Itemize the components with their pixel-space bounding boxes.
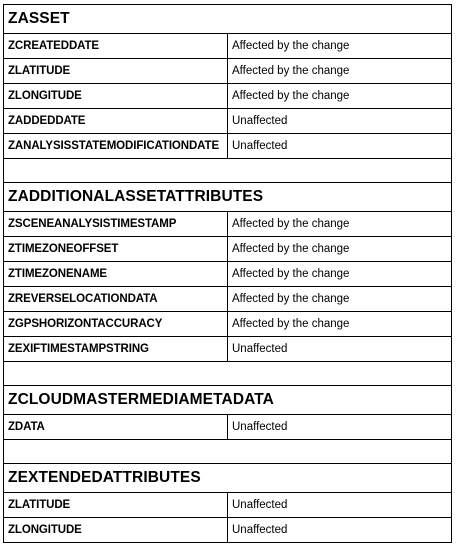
- table-row: [4, 59, 452, 84]
- attributes-table-container: [3, 4, 452, 543]
- impact-status-cell: Affected by the change: [228, 262, 452, 287]
- impact-status-cell: Unaffected: [228, 337, 452, 362]
- section-title: ZCLOUDMASTERMEDIAMETADATA: [4, 386, 452, 415]
- impact-status-cell: Affected by the change: [228, 34, 452, 59]
- attribute-name-cell: ZADDEDDATE: [4, 109, 228, 134]
- table-row: [4, 237, 452, 262]
- spacer-cell: [4, 362, 452, 386]
- impact-status-cell: Affected by the change: [228, 237, 452, 262]
- attribute-name-cell: ZANALYSISSTATEMODIFICATIONDATE: [4, 134, 228, 159]
- attribute-name-cell: ZREVERSELOCATIONDATA: [4, 287, 228, 312]
- table-row: [4, 262, 452, 287]
- spacer-cell: [4, 440, 452, 464]
- impact-status-cell: Affected by the change: [228, 59, 452, 84]
- table-row: [4, 312, 452, 337]
- impact-status-cell: Unaffected: [228, 109, 452, 134]
- attribute-name-cell: ZDATA: [4, 415, 228, 440]
- attribute-name-cell: ZCREATEDDATE: [4, 34, 228, 59]
- attribute-name-cell: ZLONGITUDE: [4, 84, 228, 109]
- section-spacer-row: [4, 159, 452, 183]
- table-row: [4, 518, 452, 543]
- impact-status-cell: Unaffected: [228, 415, 452, 440]
- impact-status-cell: Unaffected: [228, 493, 452, 518]
- section-title: ZEXTENDEDATTRIBUTES: [4, 464, 452, 493]
- table-row: [4, 34, 452, 59]
- table-row: [4, 134, 452, 159]
- section-spacer-row: [4, 362, 452, 386]
- impact-status-cell: Unaffected: [228, 518, 452, 543]
- section-title: ZADDITIONALASSETATTRIBUTES: [4, 183, 452, 212]
- table-row: [4, 493, 452, 518]
- table-row: [4, 337, 452, 362]
- impact-status-cell: Affected by the change: [228, 84, 452, 109]
- table-row: [4, 415, 452, 440]
- section-header-row: [4, 5, 452, 34]
- attribute-name-cell: ZTIMEZONENAME: [4, 262, 228, 287]
- attribute-name-cell: ZLATITUDE: [4, 59, 228, 84]
- table-row: [4, 212, 452, 237]
- table-row: [4, 84, 452, 109]
- table-row: [4, 109, 452, 134]
- impact-status-cell: Unaffected: [228, 134, 452, 159]
- impact-status-cell: Affected by the change: [228, 287, 452, 312]
- attributes-table: [3, 4, 452, 543]
- attribute-name-cell: ZGPSHORIZONTACCURACY: [4, 312, 228, 337]
- spacer-cell: [4, 159, 452, 183]
- attribute-name-cell: ZLONGITUDE: [4, 518, 228, 543]
- section-header-row: [4, 464, 452, 493]
- impact-status-cell: Affected by the change: [228, 212, 452, 237]
- attribute-name-cell: ZEXIFTIMESTAMPSTRING: [4, 337, 228, 362]
- attribute-name-cell: ZLATITUDE: [4, 493, 228, 518]
- table-row: [4, 287, 452, 312]
- attribute-name-cell: ZSCENEANALYSISTIMESTAMP: [4, 212, 228, 237]
- impact-status-cell: Affected by the change: [228, 312, 452, 337]
- section-header-row: [4, 183, 452, 212]
- attribute-name-cell: ZTIMEZONEOFFSET: [4, 237, 228, 262]
- section-spacer-row: [4, 440, 452, 464]
- attributes-table-body: [4, 5, 452, 543]
- section-header-row: [4, 386, 452, 415]
- section-title: ZASSET: [4, 5, 452, 34]
